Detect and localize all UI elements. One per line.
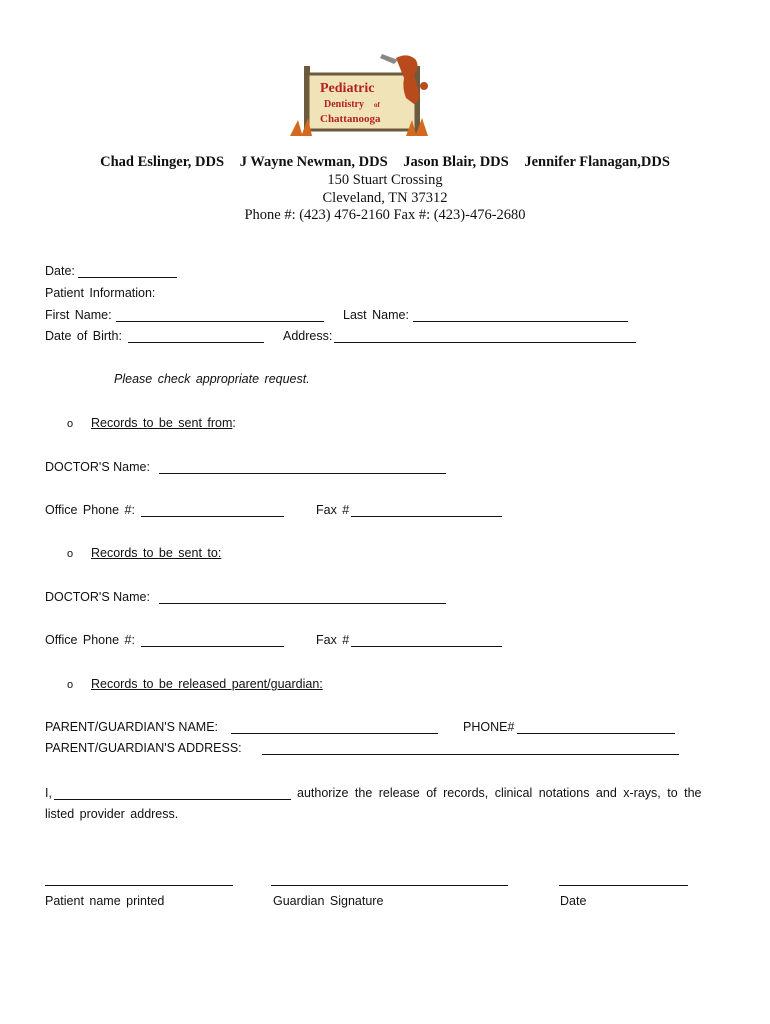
signature-date-field[interactable] <box>559 885 688 886</box>
doctor-name: J Wayne Newman, DDS <box>239 154 388 170</box>
authorize-prefix: I, <box>45 786 52 800</box>
last-name-field[interactable] <box>413 321 628 322</box>
guardian-name-label: PARENT/GUARDIAN'S NAME: <box>45 720 219 734</box>
bullet-from-checkbox[interactable]: o <box>67 418 74 430</box>
from-doctor-name-label: DOCTOR'S Name: <box>45 460 150 474</box>
authorize-text: authorize the release of records, clinical notations and x-rays, to the <box>297 786 702 800</box>
guardian-phone-label: PHONE# <box>463 720 515 734</box>
from-fax-label: Fax # <box>316 503 350 517</box>
logo-toothbrush <box>380 54 398 64</box>
first-name-label: First Name: <box>45 308 112 322</box>
patient-name-printed-label: Patient name printed <box>45 894 165 908</box>
logo-text-dentistry: Dentistry <box>324 99 364 110</box>
to-fax-field[interactable] <box>351 646 502 647</box>
from-fax-field[interactable] <box>351 516 502 517</box>
last-name-label: Last Name: <box>343 308 409 322</box>
first-name-field[interactable] <box>116 321 324 322</box>
section-from-title: Records to be sent from <box>91 416 233 430</box>
dob-field[interactable] <box>128 342 264 343</box>
authorize-text-continued: listed provider address. <box>45 807 179 821</box>
section-to-title: Records to be sent to: <box>91 546 222 560</box>
doctor-name: Chad Eslinger, DDS <box>100 154 225 170</box>
bullet-parent-checkbox[interactable]: o <box>67 679 74 691</box>
address-field[interactable] <box>334 342 636 343</box>
from-office-phone-field[interactable] <box>141 516 284 517</box>
to-doctor-name-field[interactable] <box>159 603 446 604</box>
signature-date-label: Date <box>560 894 587 908</box>
date-field[interactable] <box>78 277 177 278</box>
to-office-phone-field[interactable] <box>141 646 284 647</box>
logo-text-pediatric: Pediatric <box>320 81 375 96</box>
doctors-line <box>0 154 770 171</box>
dob-label: Date of Birth: <box>45 329 122 343</box>
address-line-1: 150 Stuart Crossing <box>327 172 443 188</box>
guardian-address-field[interactable] <box>262 754 679 755</box>
guardian-address-label: PARENT/GUARDIAN'S ADDRESS: <box>45 741 242 755</box>
to-doctor-name-label: DOCTOR'S Name: <box>45 590 150 604</box>
logo-text-chattanooga: Chattanooga <box>320 113 381 125</box>
patient-name-printed-field[interactable] <box>45 885 233 886</box>
section-from-suffix: : <box>232 416 236 430</box>
address-line-2: Cleveland, TN 37312 <box>322 190 448 206</box>
patient-info-label: Patient Information: <box>45 286 156 300</box>
authorize-name-field[interactable] <box>54 799 291 800</box>
guardian-signature-label: Guardian Signature <box>273 894 384 908</box>
to-office-phone-label: Office Phone #: <box>45 633 135 647</box>
practice-logo <box>286 48 434 140</box>
section-parent-title: Records to be released parent/guardian: <box>91 677 323 691</box>
from-doctor-name-field[interactable] <box>159 473 446 474</box>
doctor-name: Jason Blair, DDS <box>403 154 509 170</box>
section-from-heading <box>91 416 236 430</box>
guardian-phone-field[interactable] <box>517 733 675 734</box>
date-label: Date: <box>45 264 75 278</box>
doctor-name: Jennifer Flanagan,DDS <box>524 154 670 170</box>
guardian-name-field[interactable] <box>231 733 438 734</box>
guardian-signature-field[interactable] <box>271 885 508 886</box>
instruction-text: Please check appropriate request. <box>114 372 310 386</box>
to-fax-label: Fax # <box>316 633 350 647</box>
phone-fax-line: Phone #: (423) 476-2160 Fax #: (423)-476-2680 <box>244 207 526 223</box>
bullet-to-checkbox[interactable]: o <box>67 548 74 560</box>
address-label: Address: <box>283 329 333 343</box>
logo-text-of: of <box>374 101 380 109</box>
from-office-phone-label: Office Phone #: <box>45 503 135 517</box>
